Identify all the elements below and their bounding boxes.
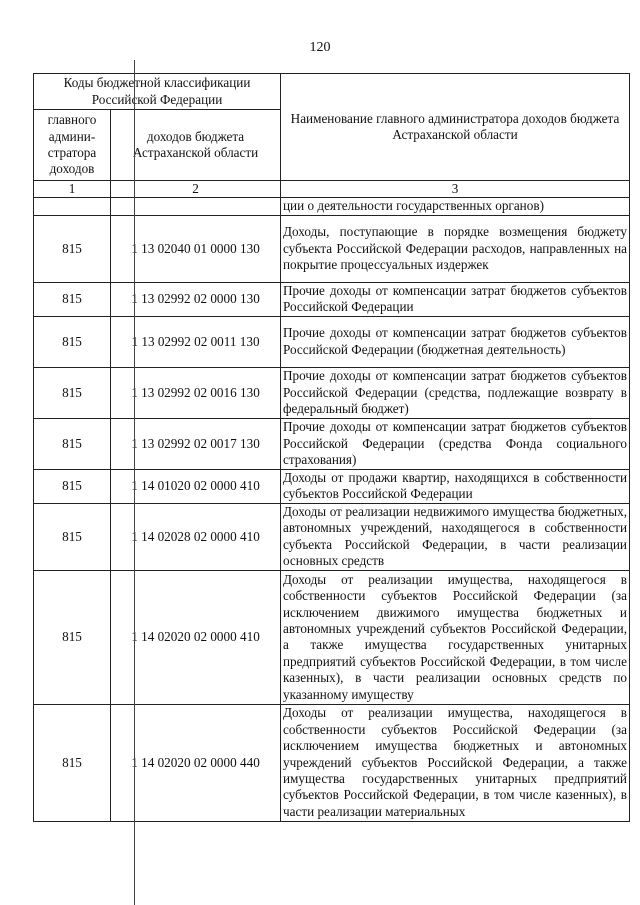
income-name-cell: Прочие доходы от компенсации затрат бюджетов субъектов Российской Федерации	[281, 282, 630, 316]
header-income-code: доходов бюджета Астраханской области	[111, 110, 281, 181]
admin-code-cell: 815	[34, 704, 111, 821]
income-code: 1 14 02028 02 0000 410	[131, 528, 260, 544]
header-administrator-name: Наименование главного администратора доходов бюджета Астраханской области	[281, 74, 630, 181]
column-number-2: 2	[111, 181, 281, 198]
table-row	[34, 282, 630, 316]
table-header	[34, 74, 630, 198]
header-codes-group: Коды бюджетной классификации Российской Федерации	[34, 74, 281, 110]
income-code-cell	[111, 704, 281, 821]
income-name-cell: Доходы от реализации имущества, находящегося в собственности субъектов Российской Федерации (за исключением имущества бюджетных и автономных учреждений субъектов Российской Федерации, а также имущества государственных унитарных предприятий субъектов Российской Федерации, в том числе казенных), в части реализации материальных	[281, 704, 630, 821]
header-admin-code: главного админи-стратора доходов	[34, 110, 111, 181]
table-row	[34, 469, 630, 503]
income-name-cell: Прочие доходы от компенсации затрат бюджетов субъектов Российской Федерации (бюджетная деятельность)	[281, 316, 630, 367]
column-number-1: 1	[34, 181, 111, 198]
page-number: 120	[309, 40, 331, 55]
income-code: 1 14 01020 02 0000 410	[131, 478, 260, 494]
admin-code-cell: 815	[34, 316, 111, 367]
income-code-cell	[111, 418, 281, 469]
income-name-cell: Доходы от реализации имущества, находящегося в собственности субъектов Российской Федерации (за исключением движимого имущества бюджетных и автономных учреждений субъектов Российской Федерации, а также имущества государственных унитарных предприятий субъектов Российской Федерации, в том числе казенных), в части реализации основных средств по указанному имуществу	[281, 570, 630, 704]
income-name-cell: Прочие доходы от компенсации затрат бюджетов субъектов Российской Федерации (средства Фонда социального страхования)	[281, 418, 630, 469]
income-code-cell	[111, 367, 281, 418]
income-code-cell	[111, 469, 281, 503]
admin-code-cell: 815	[34, 367, 111, 418]
admin-code-cell: 815	[34, 418, 111, 469]
income-code: 1 13 02992 02 0016 130	[131, 384, 260, 400]
income-code: 1 13 02992 02 0011 130	[131, 333, 260, 349]
column-number-3: 3	[281, 181, 630, 198]
continuation-text: ции о деятельности государственных органов)	[281, 198, 630, 215]
income-code-cell	[111, 503, 281, 570]
income-code: 1 13 02992 02 0017 130	[131, 435, 260, 451]
admin-code-cell: 815	[34, 503, 111, 570]
income-code: 1 13 02992 02 0000 130	[131, 291, 260, 307]
empty-cell	[34, 198, 111, 215]
income-code-cell	[111, 570, 281, 704]
income-code-cell	[111, 316, 281, 367]
income-name-cell: Прочие доходы от компенсации затрат бюджетов субъектов Российской Федерации (средства, подлежащие возврату в федеральный бюджет)	[281, 367, 630, 418]
budget-revenue-table	[33, 73, 630, 822]
income-code: 1 13 02040 01 0000 130	[131, 240, 260, 256]
table-row	[34, 503, 630, 570]
table-row	[34, 704, 630, 821]
income-code: 1 14 02020 02 0000 410	[131, 629, 260, 645]
admin-code-cell: 815	[34, 282, 111, 316]
table-row	[34, 316, 630, 367]
table-row	[34, 215, 630, 282]
income-name-cell: Доходы, поступающие в порядке возмещения бюджету субъекта Российской Федерации расходов, направленных на покрытие процессуальных издержек	[281, 215, 630, 282]
income-code-cell	[111, 215, 281, 282]
scan-fold-line	[134, 60, 135, 905]
income-code: 1 14 02020 02 0000 440	[131, 754, 260, 770]
income-name-cell: Доходы от реализации недвижимого имущества бюджетных, автономных учреждений, находящегося в собственности субъекта Российской Федерации, в части реализации основных средств	[281, 503, 630, 570]
table-body	[34, 198, 630, 821]
admin-code-cell: 815	[34, 469, 111, 503]
table-row-continuation	[34, 198, 630, 215]
table-row	[34, 570, 630, 704]
income-code-cell	[111, 282, 281, 316]
table-row	[34, 418, 630, 469]
admin-code-cell: 815	[34, 215, 111, 282]
admin-code-cell: 815	[34, 570, 111, 704]
empty-cell	[111, 198, 281, 215]
table-row	[34, 367, 630, 418]
income-name-cell: Доходы от продажи квартир, находящихся в собственности субъектов Российской Федерации	[281, 469, 630, 503]
